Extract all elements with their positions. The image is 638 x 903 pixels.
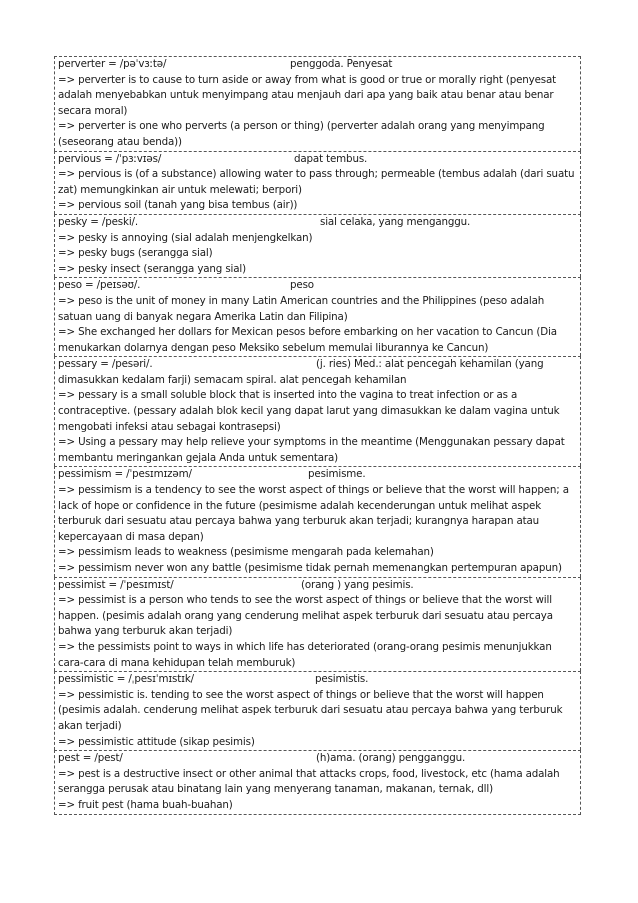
entry-headline [58,357,578,373]
entry-gloss: (j. ries) Med.: alat pencegah kehamilan (yang [316,358,544,371]
entry-gloss: dapat tembus. [294,152,368,165]
entry-line: => pessimism leads to weakness (pesimisme mengarah pada kelemahan) [58,546,434,559]
entry-line: dimasukkan kedalam farji) semacam spiral. alat pencegah kehamilan [58,373,407,386]
entry-headline [58,467,578,483]
entry-headword: pessimism = /ˈpesɪmɪzəm/ [58,468,192,481]
entry-headline [58,215,578,231]
entry-headword: pest = /pest/ [58,752,123,765]
entry-line: => pervious soil (tanah yang bisa tembus (air)) [58,199,298,212]
entry-headline [58,57,578,73]
entry-line: => She exchanged her dollars for Mexican pesos before embarking on her vacation to Cancun (Dia menukarkan dolarnya dengan peso Meksiko sebelum memulai liburannya ke Cancun) [58,326,557,354]
entry-headword: pesky = /peski/. [58,215,138,228]
dictionary-entry [54,671,581,750]
entry-gloss: (orang ) yang pesimis. [301,578,414,591]
dictionary-entry [54,750,581,814]
entry-headword: pessimist = /ˈpesɪmɪst/ [58,578,174,591]
entry-gloss: peso [290,279,314,292]
entry-line: => pest is a destructive insect or other animal that attacks crops, food, livestock, etc (hama adalah serangga perusak atau binatang lain yang menyerang tanaman, makanan, ternak, dll) [58,767,560,796]
entry-line: => pessimist is a person who tends to see the worst aspect of things or believe that the worst will happen. (pesimis adalah orang yang cenderung melihat aspek terburuk dari sesuatu atau percaya bahwa yang terburuk akan terjadi) [58,594,553,638]
dictionary-entry [54,214,581,277]
entry-headline [58,152,578,168]
entry-headword: perverter = /pəˈvɜːtə/ [58,58,167,70]
dictionary-entry [54,577,581,672]
entry-headline [58,672,578,688]
entry-line: => pessimistic attitude (sikap pesimis) [58,735,255,748]
entry-line: => pessary is a small soluble block that is inserted into the vagina to treat infection or as a contraceptive. (pessary adalah blok kecil yang dapat larut yang dimasukkan ke dalam vagina untuk mengobati infeksi atau sebagai kontrasepsi) [58,389,560,433]
entry-line: => perverter is to cause to turn aside or away from what is good or true or morally right (penyesat adalah menyebabkan untuk menyimpang atau menjauh dari apa yang baik atau benar atau benar secara moral) [58,73,557,117]
entry-gloss: sial celaka, yang menganggu. [320,215,471,228]
entry-headword: pessary = /pesəri/. [58,358,153,371]
entry-line: => pesky bugs (serangga sial) [58,247,213,260]
entry-gloss: pesimisme. [308,468,366,481]
entry-line: => pesky is annoying (sial adalah menjengkelkan) [58,231,313,244]
entry-line: => pessimism is a tendency to see the worst aspect of things or believe that the worst will happen; a lack of hope or confidence in the future (pesimisme adalah kecenderungan untuk melihat aspek terburuk dari sesuatu atau percaya bahwa yang terburuk akan terjadi; kurangnya harapan atau kepercayaan di masa depan) [58,484,569,543]
dictionary-entry [54,356,581,466]
entry-line: => peso is the unit of money in many Latin American countries and the Philippines (peso adalah satuan uang di banyak negara Amerika Latin dan Filipina) [58,294,545,323]
entry-gloss: (h)ama. (orang) pengganggu. [316,752,466,765]
entry-line: => fruit pest (hama buah-buahan) [58,798,233,811]
entry-line: => Using a pessary may help relieve your symptoms in the meantime (Menggunakan pessary dapat membantu meringankan gejala Anda untuk sementara) [58,436,565,464]
entry-line: => pervious is (of a substance) allowing water to pass through; permeable (tembus adalah (dari suatu zat) memungkinkan air untuk melewati; berpori) [58,168,575,196]
entry-line: => pesky insect (serangga yang sial) [58,262,246,275]
entry-gloss: pesimistis. [315,673,369,686]
entry-headline [58,751,578,767]
dictionary-entry [54,277,581,356]
dictionary-entries [54,56,581,815]
entry-gloss: penggoda. Penyesat [290,58,393,70]
dictionary-entry [54,466,581,576]
dictionary-entry [54,56,581,151]
entry-headword: pessimistic = /ˌpesɪˈmɪstɪk/ [58,673,194,686]
entry-line: => the pessimists point to ways in which life has deteriorated (orang-orang pesimis menunjukkan cara-cara di mana kehidupan telah memburuk) [58,640,552,669]
entry-headword: pervious = /ˈpɜːvɪəs/ [58,152,162,165]
entry-headline [58,578,578,594]
entry-headline [58,278,578,294]
entry-line: => perverter is one who perverts (a person or thing) (perverter adalah orang yang menyimpang (seseorang atau benda)) [58,120,545,148]
entry-headword: peso = /peɪsəʊ/. [58,279,141,292]
entry-line: => pessimism never won any battle (pesimisme tidak pernah memenangkan pertempuran apapun) [58,562,562,574]
dictionary-entry [54,151,581,214]
entry-line: => pessimistic is. tending to see the worst aspect of things or believe that the worst will happen (pesimis adalah. cenderung melihat aspek terburuk dari sesuatu atau percaya bahwa yang terburuk akan terjadi) [58,688,563,732]
